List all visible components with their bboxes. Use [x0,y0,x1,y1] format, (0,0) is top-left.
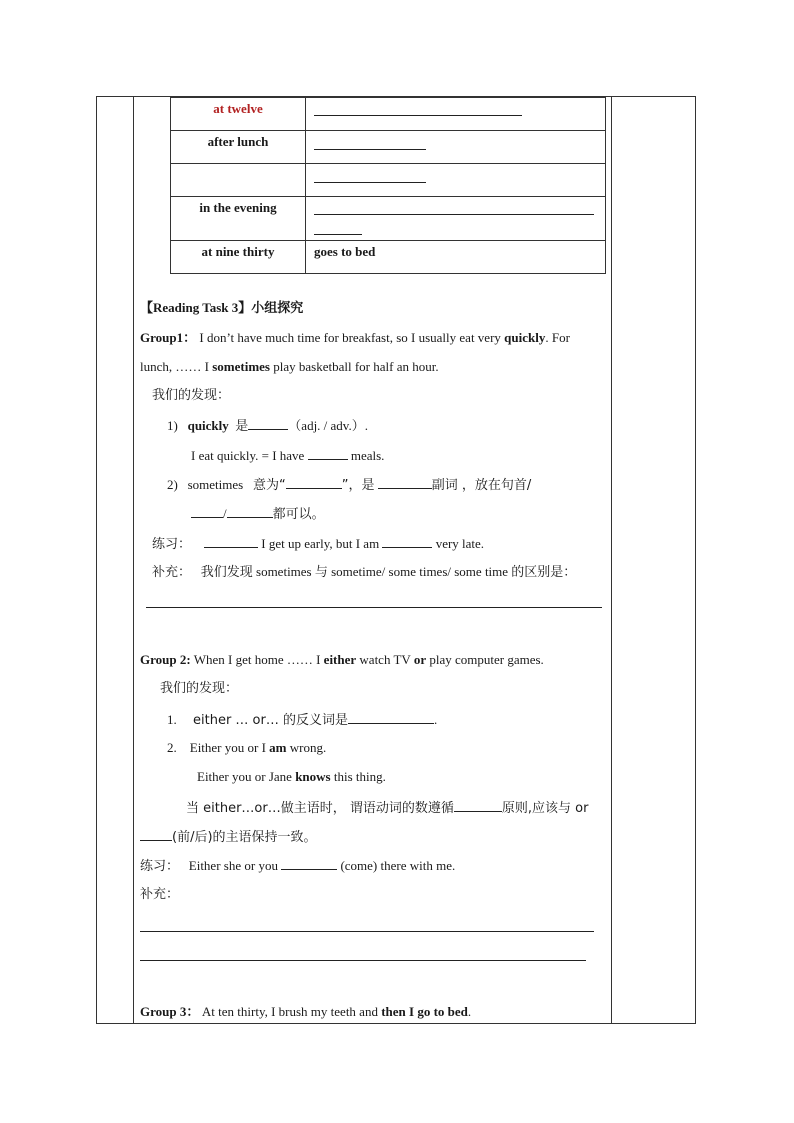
group1-findings-label: 我们的发现： [152,388,231,403]
time-cell: at twelve [171,98,306,131]
answer-line[interactable] [140,931,594,932]
answer-line[interactable] [146,607,602,608]
blank-input[interactable] [140,828,172,841]
group2-supplement-label: 补充： [140,887,180,902]
blank-input[interactable] [382,535,432,548]
group1-item1-example: I eat quickly. = I have meals. [191,448,385,463]
time-cell: after lunch [171,131,306,164]
answer-cell: goes to bed [306,241,606,274]
blank-input[interactable] [348,711,434,724]
blank-input[interactable] [248,417,288,430]
answer-cell[interactable] [306,197,606,241]
table-row [171,241,606,274]
group2-rule-cont: (前/后)的主语保持一致。 [140,828,317,846]
group2-item2: 2. Either you or I am wrong. [167,740,327,755]
answer-cell[interactable] [306,98,606,131]
group2-findings-label: 我们的发现： [160,681,239,696]
group2-item2-example: Either you or Jane knows this thing. [197,769,386,784]
blank-input[interactable] [308,447,348,460]
blank-input[interactable] [286,476,342,489]
group2-item1: 1. either … or… 的反义词是 . [167,712,438,728]
group2-practice: 练习： Either she or you (come) there with me. [140,858,456,874]
blank-input[interactable] [281,857,337,870]
group1-item2: 2) sometimes 意为“ ”，是 副词 ，放在句首/ [167,477,532,493]
task3-heading: 【Reading Task 3】小组探究 [140,300,304,315]
time-cell: at nine thirty [171,241,306,274]
left-column-divider [133,97,134,1023]
time-cell [171,164,306,197]
blank-input[interactable] [378,476,432,489]
group1-paragraph-line1: Group1： I don’t have much time for breakfast, so I usually eat very quickly. For [140,330,570,345]
blank-input[interactable] [227,505,273,518]
schedule-table [170,97,606,274]
answer-line[interactable] [140,960,586,961]
table-row [171,131,606,164]
table-row [171,197,606,241]
right-column-divider [611,97,612,1023]
group1-item2-cont: / 都可以。 [191,505,325,523]
group1-item1: 1) quickly 是 （adj. / adv.）. [167,418,368,434]
answer-cell[interactable] [306,131,606,164]
group2-rule: 当 either…or…做主语时， 谓语动词的数遵循 原则,应该与 or [186,801,589,816]
table-row [171,164,606,197]
group3-paragraph: Group 3： At ten thirty, I brush my teeth and then I go to bed. [140,1004,472,1019]
blank-input[interactable] [191,505,223,518]
group1-practice: 练习： I get up early, but I am very late. [152,536,485,552]
group2-paragraph: Group 2: When I get home …… I either watch TV or play computer games. [140,652,544,667]
time-cell: in the evening [171,197,306,241]
group1-paragraph-line2: lunch, …… I sometimes play basketball for half an hour. [140,359,439,374]
answer-cell[interactable] [306,164,606,197]
table-row [171,98,606,131]
blank-input[interactable] [454,799,502,812]
group1-supplement: 补充： 我们发现 sometimes 与 sometime/ some times/ some time 的区别是： [152,564,577,580]
blank-input[interactable] [204,535,258,548]
